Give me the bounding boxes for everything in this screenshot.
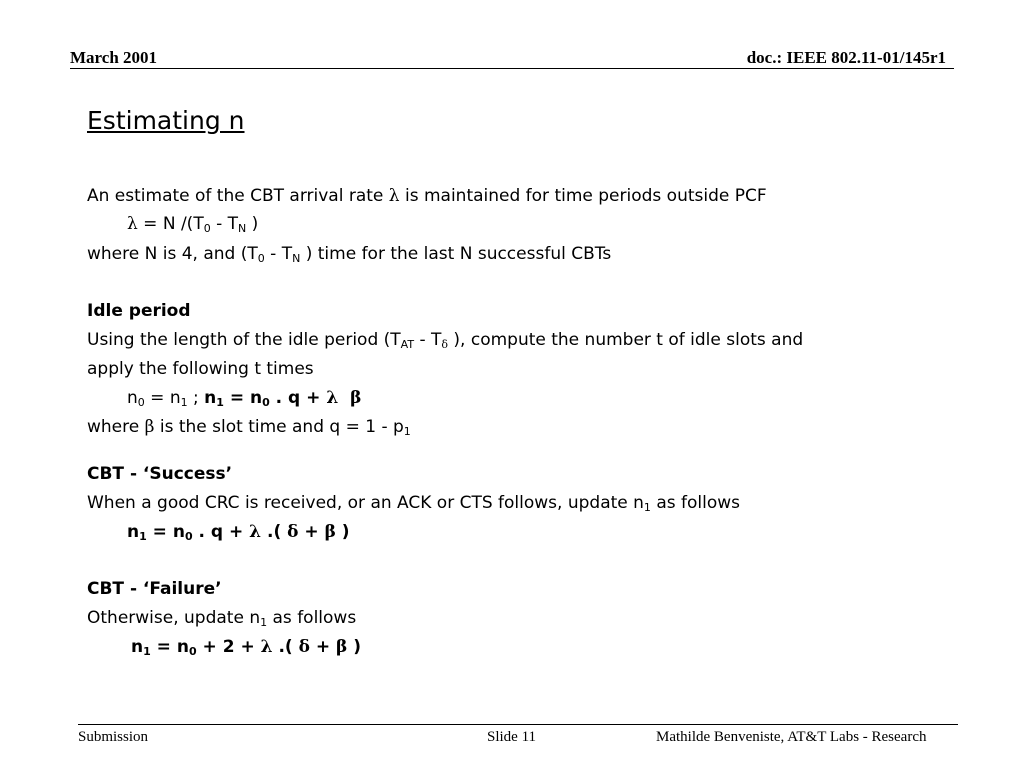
subscript: N xyxy=(292,252,301,265)
idle-text: ), compute the number t of idle slots and xyxy=(448,330,804,350)
formula-part: = n xyxy=(146,522,185,542)
subscript: 1 xyxy=(216,396,224,409)
subscript: 0 xyxy=(262,396,270,409)
formula-part: .( xyxy=(272,637,299,657)
formula-part: n xyxy=(204,388,217,408)
subscript: 1 xyxy=(139,530,147,543)
formula-part: = n xyxy=(223,388,263,408)
lambda-formula xyxy=(127,214,258,235)
formula-part: = n xyxy=(150,637,189,657)
success-text: When a good CRC is received, or an ACK or CTS follows, update n xyxy=(87,493,644,513)
subscript: 1 xyxy=(260,616,268,629)
lambda-symbol: λ xyxy=(260,637,273,657)
subscript: N xyxy=(238,222,247,235)
idle-heading: Idle period xyxy=(87,301,191,321)
beta-symbol: β xyxy=(324,522,336,542)
formula-part: - T xyxy=(210,214,239,234)
failure-text: Otherwise, update n xyxy=(87,608,261,628)
idle-text: Using the length of the idle period (T xyxy=(87,330,401,350)
footer-rule xyxy=(78,724,958,725)
subscript: 0 xyxy=(257,252,265,265)
estimate-intro xyxy=(87,186,767,206)
formula-part: . q + xyxy=(269,388,327,408)
success-heading: CBT - ‘Success’ xyxy=(87,464,233,484)
formula-part: = N /(T xyxy=(137,214,204,234)
subscript: 1 xyxy=(180,396,188,409)
beta-symbol: β xyxy=(350,388,362,408)
idle-line-1 xyxy=(87,330,803,351)
slide-title: Estimating n xyxy=(87,106,245,135)
subscript: 1 xyxy=(403,425,411,438)
lambda-symbol: λ xyxy=(388,186,400,206)
formula-part: n xyxy=(131,637,144,657)
footer-submission: Submission xyxy=(78,729,149,745)
delta-symbol: δ xyxy=(298,637,310,657)
idle-text: - T xyxy=(414,330,442,350)
failure-formula xyxy=(131,637,361,658)
beta-symbol: β xyxy=(336,637,348,657)
delta-symbol: δ xyxy=(287,522,299,542)
formula-part: + xyxy=(309,637,337,657)
where-text: where xyxy=(87,417,145,437)
subscript: 1 xyxy=(143,645,151,658)
lambda-symbol: λ xyxy=(249,522,262,542)
formula-part: ) xyxy=(246,214,259,234)
subscript: δ xyxy=(441,338,448,351)
formula-part: .( xyxy=(261,522,288,542)
footer-author: Mathilde Benveniste, AT&T Labs - Research xyxy=(656,729,927,745)
idle-where xyxy=(87,417,411,438)
where-text: is the slot time and q = 1 - p xyxy=(154,417,404,437)
formula-part: ; xyxy=(187,388,205,408)
formula-part: n xyxy=(127,522,140,542)
estimate-where xyxy=(87,244,611,265)
formula-part: + 2 + xyxy=(196,637,261,657)
subscript: 1 xyxy=(643,501,651,514)
footer-slide-number: Slide 11 xyxy=(487,729,537,745)
success-line xyxy=(87,493,740,514)
lambda-symbol: λ xyxy=(326,388,339,408)
lambda-symbol: λ xyxy=(127,214,138,234)
where-text: ) time for the last N successful CBTs xyxy=(300,244,612,264)
formula-part: ) xyxy=(335,522,350,542)
header-rule xyxy=(70,68,954,69)
formula-part: n xyxy=(127,388,138,408)
estimate-intro-text-b: is maintained for time periods outside PCF xyxy=(399,186,767,206)
subscript: AT xyxy=(400,338,415,351)
estimate-intro-text-a: An estimate of the CBT arrival rate xyxy=(87,186,389,206)
formula-part: ) xyxy=(347,637,362,657)
header-date: March 2001 xyxy=(70,48,158,67)
formula-part: . q + xyxy=(192,522,250,542)
where-text: - T xyxy=(264,244,293,264)
formula-part: + xyxy=(298,522,325,542)
failure-text: as follows xyxy=(267,608,357,628)
subscript: 0 xyxy=(203,222,211,235)
failure-line xyxy=(87,608,356,629)
subscript: 0 xyxy=(184,530,193,543)
header-doc-id: doc.: IEEE 802.11-01/145r1 xyxy=(746,48,946,67)
success-formula xyxy=(127,522,350,543)
where-text: where N is 4, and (T xyxy=(87,244,258,264)
idle-line-2: apply the following t times xyxy=(87,359,314,379)
beta-symbol: β xyxy=(144,417,155,437)
formula-part: = n xyxy=(144,388,181,408)
subscript: 0 xyxy=(137,396,145,409)
idle-formula xyxy=(127,388,361,409)
success-text: as follows xyxy=(650,493,740,513)
subscript: 0 xyxy=(188,645,197,658)
failure-heading: CBT - ‘Failure’ xyxy=(87,579,222,599)
